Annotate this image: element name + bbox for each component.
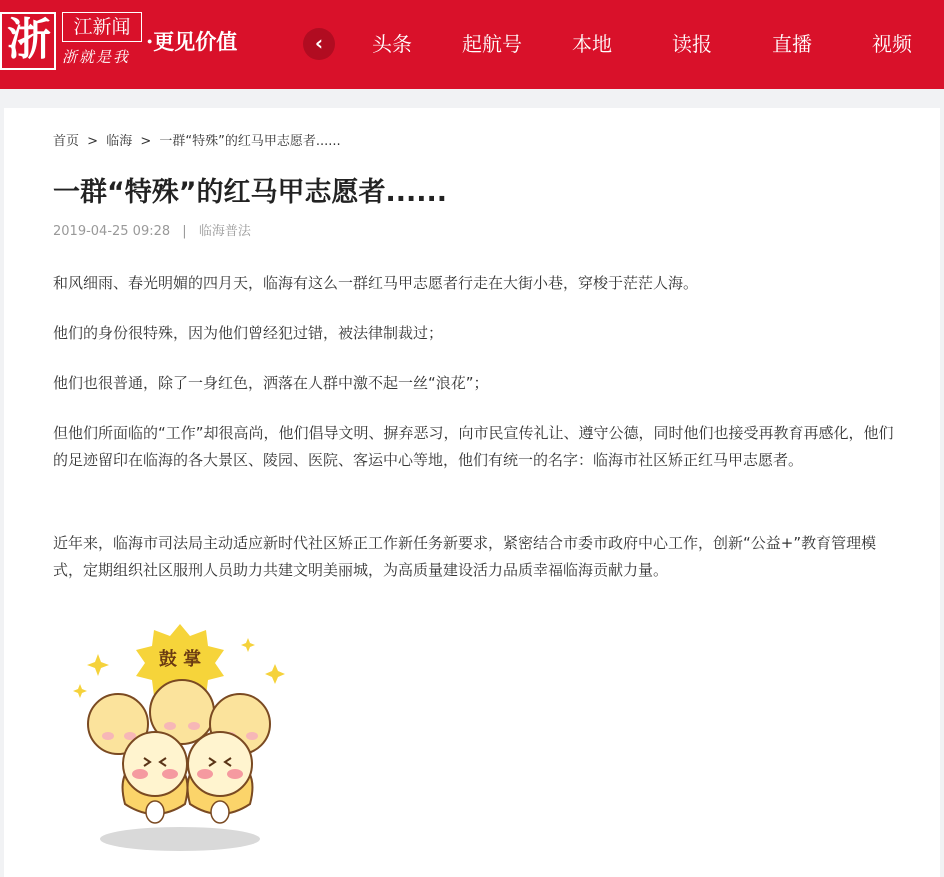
publish-time: 2019-04-25 09:28: [53, 224, 171, 239]
nav-tab-toutiao[interactable]: 头条: [372, 32, 412, 56]
article-source[interactable]: 临海普法: [198, 224, 251, 239]
breadcrumb-separator: >: [87, 134, 99, 149]
nav-tab-qihanghao[interactable]: 起航号: [462, 32, 522, 56]
logo-tagline: 浙就是我: [62, 48, 131, 66]
article-card: [4, 108, 940, 877]
applause-sticker-image: [70, 624, 288, 854]
nav-tab-live[interactable]: 直播: [772, 32, 812, 56]
meta-separator: |: [182, 224, 187, 239]
breadcrumb-separator: >: [140, 134, 152, 149]
breadcrumb-linhai[interactable]: 临海: [106, 134, 133, 149]
article-title: 一群“特殊”的红马甲志愿者......: [53, 177, 448, 208]
breadcrumb-current: 一群“特殊”的红马甲志愿者......: [159, 134, 341, 149]
article-paragraph: 近年来，临海市司法局主动适应新时代社区矫正工作新任务新要求，紧密结合市委市政府中心工作，创新“公益+”教育管理模式，定期组织社区服刑人员助力共建文明美丽城，为高质量建设活力品质幸福临海贡献力量。: [53, 534, 877, 579]
breadcrumb-home[interactable]: 首页: [53, 134, 80, 149]
article-meta: [53, 220, 251, 239]
article-paragraph: 但他们所面临的“工作”却很高尚，他们倡导文明、摒弃恶习，向市民宣传礼让、遵守公德，同时他们也接受再教育再感化，他们的足迹留印在临海的各大景区、陵园、医院、客运中心等地，他们有统一的名字：临海市社区矫正红马甲志愿者。: [53, 424, 894, 469]
logo-jiang-text: 江新闻: [62, 12, 142, 42]
nav-tab-video[interactable]: 视频: [872, 32, 912, 56]
article-paragraph: 他们的身份很特殊，因为他们曾经犯过错，被法律制裁过；: [53, 324, 444, 342]
sticker-text: 鼓 掌: [158, 649, 202, 670]
article-paragraph: 和风细雨、春光明媚的四月天，临海有这么一群红马甲志愿者行走在大街小巷，穿梭于茫茫人海。: [53, 274, 699, 292]
top-nav-bar: [0, 0, 944, 89]
article-paragraph: 他们也很普通，除了一身红色，洒落在人群中激不起一丝“浪花”；: [53, 374, 489, 392]
nav-tab-local[interactable]: 本地: [572, 32, 612, 56]
nav-tab-newspaper[interactable]: 读报: [672, 32, 712, 56]
breadcrumb: [53, 130, 345, 149]
site-logo[interactable]: [0, 12, 270, 76]
logo-zhe-mark: 浙: [0, 12, 56, 70]
site-slogan: ·更见价值: [146, 29, 238, 54]
nav-back-chevron-icon[interactable]: ‹: [303, 28, 335, 60]
